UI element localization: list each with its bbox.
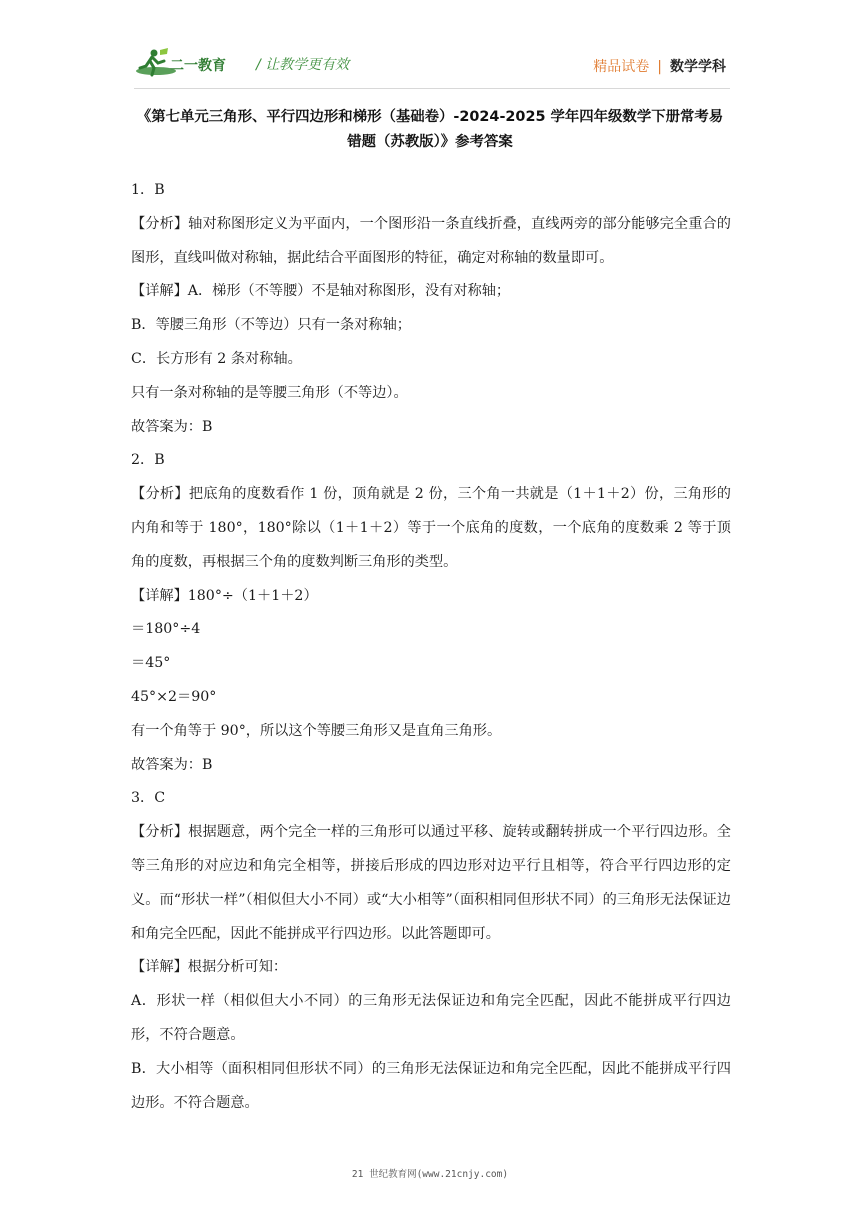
answer-number: 3．C xyxy=(131,790,166,807)
analysis-paragraph: 【分析】根据题意，两个完全一样的三角形可以通过平移、旋转或翻转拼成一个平行四边形。全等三角形的对应边和角完全相等，拼接后形成的四边形对边平行且相等，符合平行四边形的定义。而“形状一样”（相似但大小不同）或“大小相等”（面积相同但形状不同）的三角形无法保证边和角完全匹配，因此不能拼成平行四边形。以此答题即可。 xyxy=(131,824,731,942)
page-footer: 21 世纪教育网(www.21cnjy.com) xyxy=(351,1169,509,1180)
answer-number: 1．B xyxy=(131,182,165,198)
subject-label: 数学学科 xyxy=(670,59,726,75)
final-answer: 故答案为：B xyxy=(131,756,213,773)
detail-paragraph: B．大小相等（面积相同但形状不同）的三角形无法保证边和角完全匹配，因此不能拼成平行四边形。不符合题意。 xyxy=(131,1060,731,1111)
title-line-1: 《第七单元三角形、平行四边形和梯形（基础卷）-2024-2025 学年四年级数学下册常考易 xyxy=(136,109,724,125)
detail-paragraph: 45°×2＝90° xyxy=(131,688,217,705)
logo xyxy=(134,46,246,82)
detail-paragraph: A．形状一样（相似但大小不同）的三角形无法保证边和角完全匹配，因此不能拼成平行四边形，不符合题意。 xyxy=(131,993,731,1043)
header-right xyxy=(593,56,726,76)
detail-paragraph: B．等腰三角形（不等边）只有一条对称轴； xyxy=(131,317,411,334)
detail-paragraph: 【详解】A．梯形（不等腰）不是轴对称图形，没有对称轴； xyxy=(131,283,511,300)
detail-paragraph: 【详解】180°÷（1＋1＋2） xyxy=(131,587,318,604)
svg-text:二一教育: 二一教育 xyxy=(170,58,226,74)
analysis-paragraph: 【分析】轴对称图形定义为平面内，一个图形沿一条直线折叠，直线两旁的部分能够完全重合的图形，直线叫做对称轴，据此结合平面图形的特征，确定对称轴的数量即可。 xyxy=(131,215,731,266)
page-header xyxy=(134,46,730,86)
final-answer: 故答案为：B xyxy=(131,418,213,435)
logo-icon xyxy=(134,46,246,82)
slogan: / 让教学更有效 xyxy=(256,57,350,73)
analysis-paragraph: 【分析】把底角的度数看作 1 份，顶角就是 2 份，三个角一共就是（1＋1＋2）份，三角形的内角和等于 180°，180°除以（1＋1＋2）等于一个底角的度数，一个底角的度数乘 2 等于顶角的度数，再根据三个角的度数判断三角形的类型。 xyxy=(131,486,731,570)
detail-paragraph: 有一个角等于 90°，所以这个等腰三角形又是直角三角形。 xyxy=(131,722,502,739)
detail-paragraph: ＝45° xyxy=(131,655,171,672)
answer-content xyxy=(131,174,731,1120)
detail-paragraph: C．长方形有 2 条对称轴。 xyxy=(131,350,302,367)
header-divider xyxy=(134,88,730,89)
header-separator: | xyxy=(657,59,662,75)
detail-paragraph: 【详解】根据分析可知： xyxy=(131,959,288,976)
answer-number: 2．B xyxy=(131,452,165,469)
title-line-2: 错题（苏教版）》参考答案 xyxy=(347,134,513,150)
quality-badge: 精品试卷 xyxy=(593,59,650,75)
detail-paragraph: ＝180°÷4 xyxy=(131,621,201,638)
document-title xyxy=(118,105,742,155)
detail-paragraph: 只有一条对称轴的是等腰三角形（不等边）。 xyxy=(131,384,408,401)
